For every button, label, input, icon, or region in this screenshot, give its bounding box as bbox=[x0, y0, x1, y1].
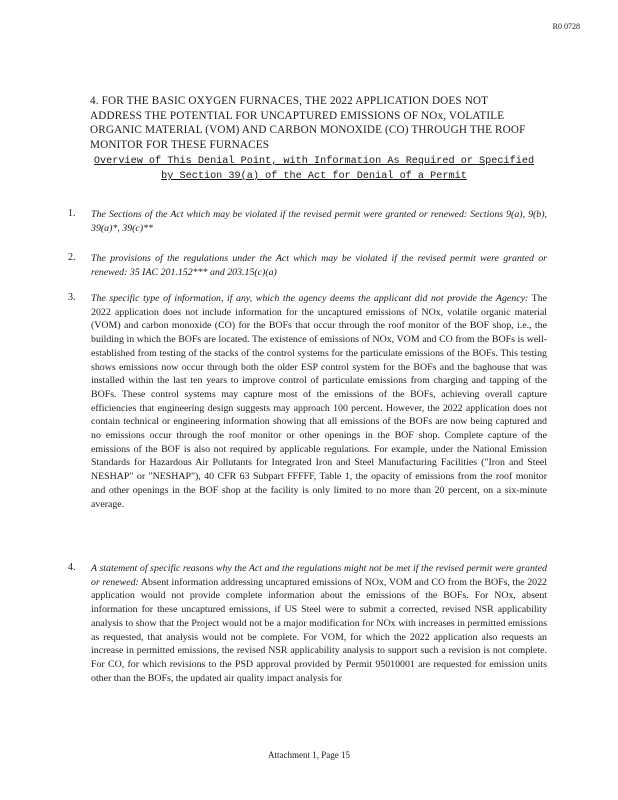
section-heading: 4. FOR THE BASIC OXYGEN FURNACES, THE 2022 APPLICATION DOES NOT ADDRESS THE POTENTIAL FOR UNCAPTURED EMISSIONS OF NOx, VOLATILE ORGANIC MATERIAL (VOM) AND CARBON MONOXIDE (CO) THROUGH THE ROOF MONITOR FOR THESE FURNACES bbox=[90, 95, 526, 151]
item-intro: A statement of specific reasons why the Act and the regulations might not be met if the revised permit were granted or renewed: bbox=[91, 563, 547, 588]
section-subtitle: Overview of This Denial Point, with Information As Required or Specified by Section 39(a) of the Act for Denial of a Permit bbox=[93, 156, 535, 182]
item-number: 4. bbox=[68, 562, 76, 573]
document-id: R0 0728 bbox=[552, 22, 580, 31]
page-footer: Attachment 1, Page 15 bbox=[268, 750, 350, 760]
item-body: The 2022 application does not include information for the uncaptured emissions of NOx, volatile organic material (VOM) and carbon monoxide (CO) for the BOFs that occur through the roof monitor of the BOF shop, i.e., the building in which the BOFs are located. The existence of emissions of NOx, VOM and CO from the BOFs is well-established from testing of the stacks of the control systems for the particulate emissions of the BOFs. This testing shows emissions now occur through both the older ESP control system for the BOFs and the baghouse that was installed within the last ten years to improve control of particulate emissions from charging and tapping of the BOFs. These control systems may capture most of the emissions of the BOFs, achieving overall capture efficiencies that engineering design suggests may approach 100 percent. However, the 2022 application does not contain technical or engineering information showing that all emissions of the BOFs are now being captured and no emissions occur through the roof monitor or other openings in the BOF shop. Complete capture of the emissions of the BOF is also not required by applicable regulations. For example, under the National Emission Standards for Hazardous Air Pollutants for Integrated Iron and Steel Manufacturing Facilities ("Iron and Steel NESHAP" or "NESHAP"), 40 CFR 63 Subpart FFFFF, Table 1, the opacity of emissions from the roof monitor and other openings in the BOF shop at the facility is only limited to no more than 20 percent, on a six-minute average. bbox=[91, 293, 548, 510]
item-text bbox=[91, 292, 547, 511]
item-number: 1. bbox=[68, 208, 76, 219]
item-number: 2. bbox=[68, 252, 76, 263]
item-number: 3. bbox=[68, 292, 76, 303]
item-text bbox=[91, 562, 547, 685]
item-text: The Sections of the Act which may be violated if the revised permit were granted or renewed: Sections 9(a), 9(b), 39(a)*, 39(c)** bbox=[91, 209, 547, 234]
item-intro: The specific type of information, if any, which the agency deems the applicant did not provide the Agency: bbox=[91, 293, 529, 304]
item-body: Absent information addressing uncaptured emissions of NOx, VOM and CO from the BOFs, the 2022 application would not provide complete information about the emissions of the BOFs. For NOx, absent information for these uncaptured emissions, if US Steel were to submit a corrected, revised NSR applicability analysis to show that the Project would not be a major modification for NOx with increases in permitted emissions as requested, that analysis would not be complete. For VOM, for which the 2022 application also requests an increase in permitted emissions, the revised NSR applicability analysis to support such a revision is not complete. For CO, for which revisions to the PSD approval provided by Permit 95010001 are requested for emission units other than the BOFs, the updated air quality impact analysis for bbox=[91, 576, 547, 684]
item-text: The provisions of the regulations under the Act which may be violated if the revised permit were granted or renewed: 35 IAC 201.152*** and 203.15(c)(a) bbox=[91, 253, 547, 278]
